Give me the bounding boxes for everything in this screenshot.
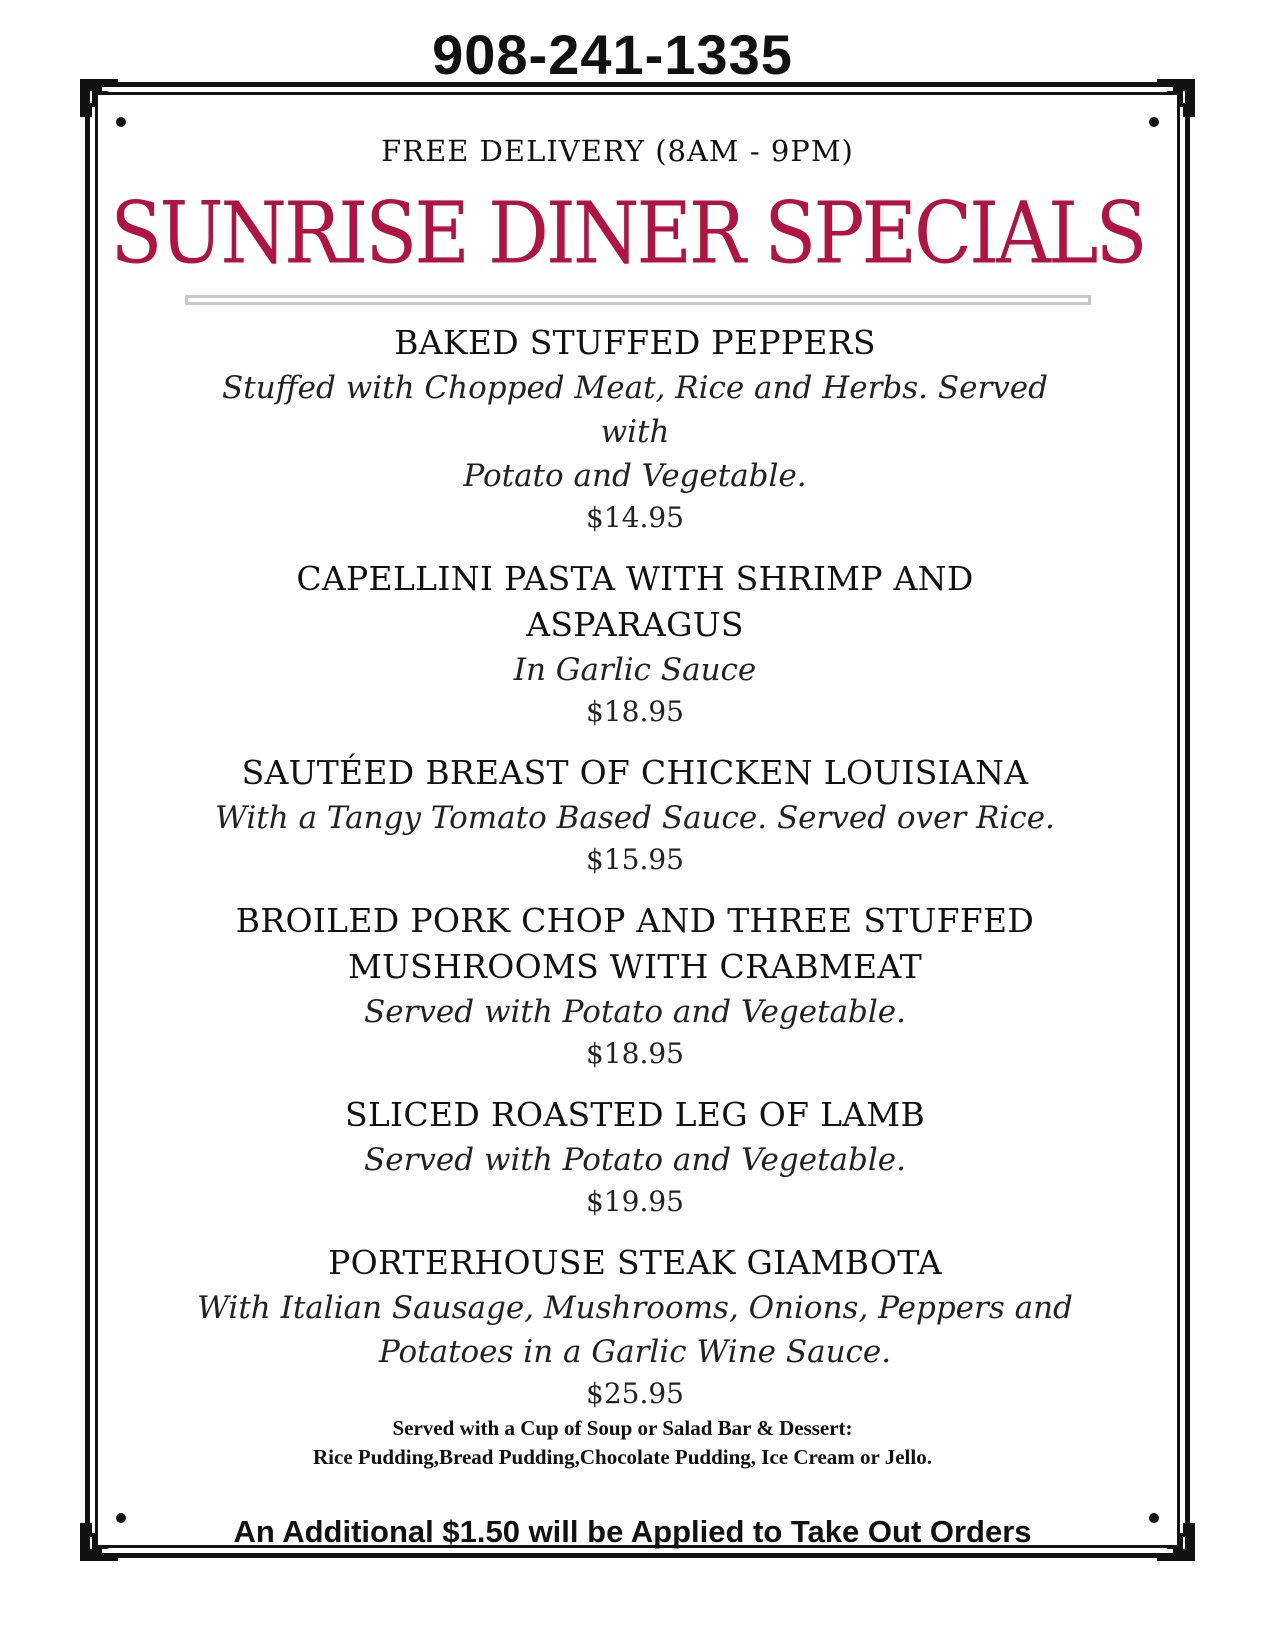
delivery-hours: FREE DELIVERY (8AM - 9PM) [381, 134, 854, 168]
sides-note [0, 1414, 1260, 1472]
title-divider [185, 295, 1091, 305]
menu-item-name: SAUTÉED BREAST OF CHICKEN LOUISIANA [241, 753, 1029, 792]
menu-item [195, 750, 1075, 880]
sides-note-line: Served with a Cup of Soup or Salad Bar & Dessert: [392, 1416, 853, 1440]
menu-item [195, 320, 1075, 538]
menu-item-price: $25.95 [586, 1377, 684, 1410]
menu-item-price: $15.95 [586, 843, 684, 876]
takeout-surcharge-note: An Additional $1.50 will be Applied to Take Out Orders [233, 1514, 1032, 1549]
menu-item-description: With a Tangy Tomato Based Sauce. Served over Rice. [215, 800, 1055, 836]
menu-item-description: Potatoes in a Garlic Wine Sauce. [378, 1334, 892, 1370]
menu-item-description: In Garlic Sauce [513, 652, 757, 688]
menu-item-name: CAPELLINI PASTA WITH SHRIMP AND ASPARAGUS [296, 559, 974, 644]
specials-list [195, 320, 1075, 1432]
menu-item-description: Potato and Vegetable. [463, 458, 807, 494]
corner-ornament-top-left [78, 77, 140, 139]
menu-item-description: With Italian Sausage, Mushrooms, Onions, Peppers and [197, 1290, 1073, 1326]
menu-item [195, 1240, 1075, 1414]
menu-item-name: BROILED PORK CHOP AND THREE STUFFED MUSHROOMS WITH CRABMEAT [235, 901, 1035, 986]
menu-item-description: Served with Potato and Vegetable. [364, 1142, 906, 1178]
menu-item-price: $19.95 [586, 1185, 684, 1218]
menu-item-price: $14.95 [586, 501, 684, 534]
menu-item-description: Served with Potato and Vegetable. [364, 994, 906, 1030]
dessert-options-line: Rice Pudding,Bread Pudding,Chocolate Pudding, Ice Cream or Jello. [313, 1445, 932, 1469]
menu-item [195, 898, 1075, 1074]
phone-number: 908-241-1335 [432, 23, 793, 86]
menu-item-name: BAKED STUFFED PEPPERS [394, 323, 876, 362]
menu-item-description: Stuffed with Chopped Meat, Rice and Herbs. Served with [222, 370, 1048, 450]
menu-item-price: $18.95 [586, 695, 684, 728]
menu-title [0, 183, 1275, 283]
menu-item-name: SLICED ROASTED LEG OF LAMB [344, 1095, 926, 1134]
menu-title-text: SUNRISE DINER SPECIALS [110, 183, 1145, 283]
menu-item-name: PORTERHOUSE STEAK GIAMBOTA [328, 1243, 942, 1282]
menu-item [195, 1092, 1075, 1222]
menu-item [195, 556, 1075, 732]
menu-item-price: $18.95 [586, 1037, 684, 1070]
corner-ornament-top-right [1135, 77, 1197, 139]
